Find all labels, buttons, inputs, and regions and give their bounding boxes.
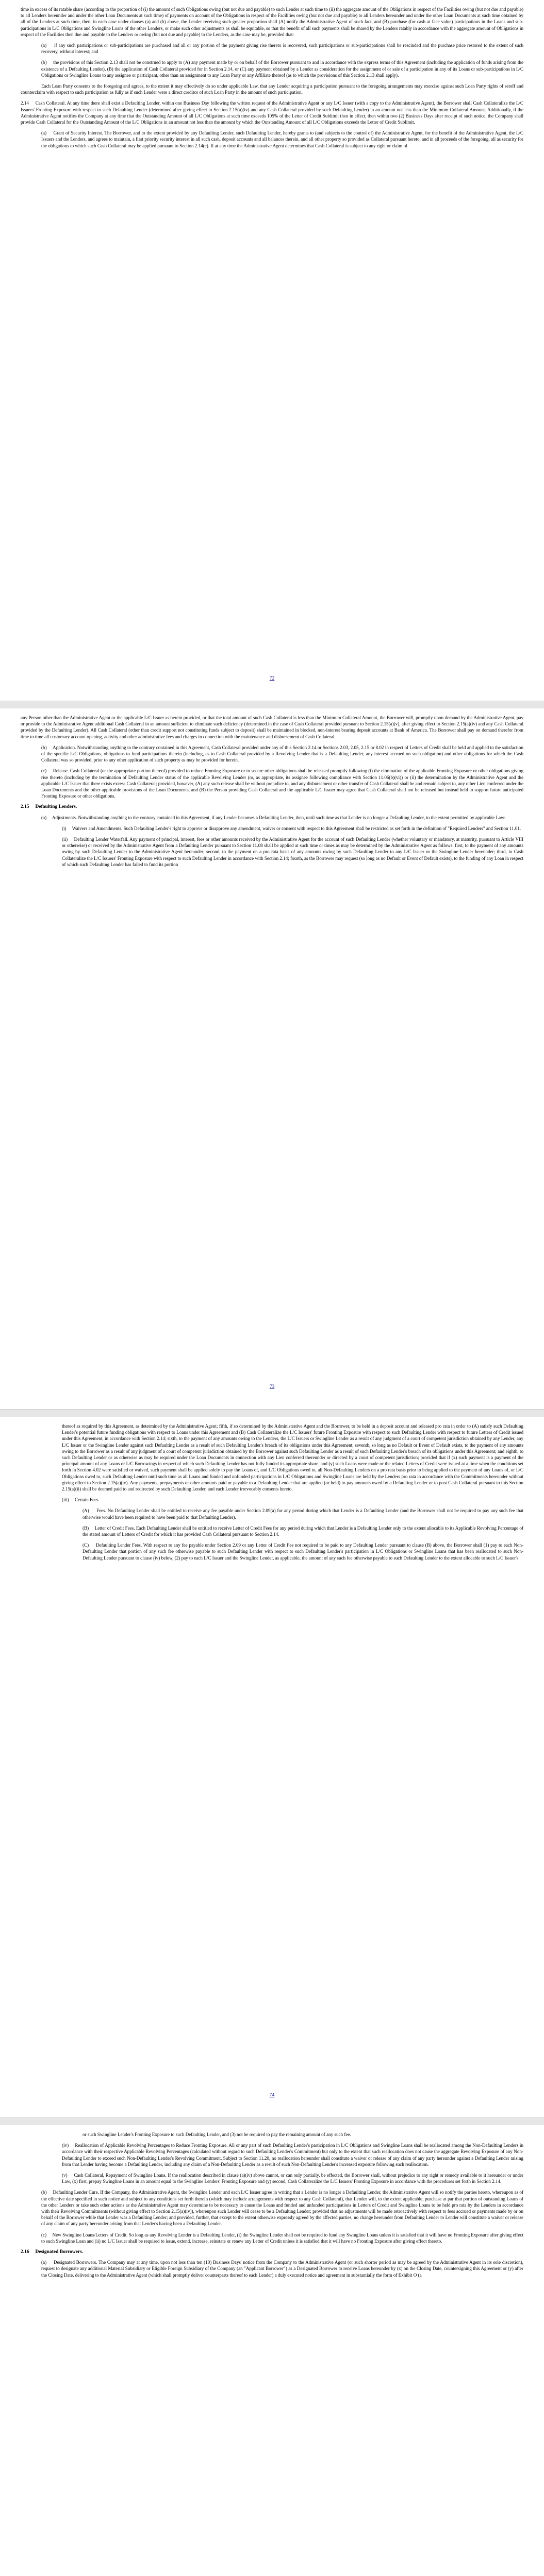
paragraph: (C) Defaulting Lender Fees. With respect to any fee payable under Section 2.09 or any Letter of Credit Fee not required to be paid to any Defaulting Lender pursuant to clause (B) above, the Borrower shall (1) pay to each Non-Defaulting Lender that portion of any such fee otherwise payable to such Defaulting Lender with respect to such Defaulting Lender's participation in L/C Obligations or Swingline Loans that has been reallocated to such Non-Defaulting Lender pursuant to clause (iv) below, (2) pay to each L/C Issuer and the Swingline Lender, as applicable, the amount of any such fee otherwise payable to such Defaulting Lender to the extent allocable to such L/C Issuer's xyxy=(83,1543,523,1561)
paragraph: (v) Cash Collateral, Repayment of Swingline Loans. If the reallocation described in clause (a)(iv) above cannot, or can only partially, be effected, the Borrower shall, without prejudice to any right or remedy available to it hereunder or under Law, (x) first, prepay Swingline Loans in an amount equal to the Swingline Lenders' Fronting Exposure and (y) second, Cash Collateralize the L/C Issuers' Fronting Exposure in accordance with the procedures set forth in Section 2.14. xyxy=(62,2173,523,2184)
document-page-74 xyxy=(0,1417,544,2117)
paragraph: (iv) Reallocation of Applicable Revolving Percentages to Reduce Fronting Exposure. All or any part of such Defaulting Lender's participation in L/C Obligations and Swingline Loans shall be reallocated among the Non-Defaulting Lenders in accordance with their respective Applicable Revolving Percentages (calculated without regard to such Defaulting Lender's Commitment) but only to the extent that such reallocation does not cause the aggregate Revolving Exposure of any Non-Defaulting Lender to exceed such Non-Defaulting Lender's Revolving Commitment. Subject to Section 11.20, no reallocation hereunder shall constitute a waiver or release of any claim of any party hereunder against a Defaulting Lender arising from that Lender having become a Defaulting Lender, including any claim of a Non-Defaulting Lender as a result of such Non-Defaulting Lender's increased exposure following such reallocation. xyxy=(62,2143,523,2167)
paragraph: (a) Grant of Security Interest. The Borrower, and to the extent provided by any Defaulting Lender, such Defaulting Lender, hereby grants to (and subjects to the control of) the Administrative Agent, for the benefit of the Administrative Agent, the L/C Issuers and the Lenders, and agrees to maintain, a first priority security interest in all such cash, deposit accounts and all balances therein, and all other property so provided as Collateral pursuant hereto, and in all proceeds of the foregoing, all as security for the obligations to which such Cash Collateral may be applied pursuant to Section 2.14(c). If at any time the Administrative Agent determines that Cash Collateral is subject to any right or claim of xyxy=(41,130,523,148)
section-2-15-heading: 2.15 Defaulting Lenders. xyxy=(21,804,77,810)
page-separator xyxy=(0,701,544,709)
paragraph: (a) Adjustments. Notwithstanding anything to the contrary contained in this Agreement, if any Lender becomes a Defaulting Lender, then, until such time as that Lender is no longer a Defaulting Lender, to the extent permitted by applicable Law: xyxy=(41,815,506,820)
paragraph: (b) Defaulting Lender Cure. If the Company, the Administrative Agent, the Swingline Lender and each L/C Issuer agree in writing that a Lender is no longer a Defaulting Lender, the Administrative Agent will so notify the parties hereto, whereupon as of the effective date specified in such notice and subject to any conditions set forth therein (which may include arrangements with respect to any Cash Collateral), that Lender will, to the extent applicable, purchase at par that portion of outstanding Loans of the other Lenders or take such other actions as the Administrative Agent may determine to be necessary to cause the Loans and funded and unfunded participations in Letters of Credit and Swingline Loans to be held pro rata by the Lenders in accordance with their Revolving Commitments (without giving effect to Section 2.15(a)(iv)), whereupon such Lender will cease to be a Defaulting Lender; provided that no adjustments will be made retroactively with respect to fees accrued or payments made by or on behalf of the Borrower while that Lender was a Defaulting Lender; and provided, further, that except to the extent otherwise expressly agreed by the affected parties, no change hereunder from Defaulting Lender to Lender will constitute a waiver or release of any claim of any party hereunder arising from that Lender's having been a Defaulting Lender. xyxy=(41,2190,523,2227)
paragraph: (c) Release. Cash Collateral (or the appropriate portion thereof) provided to reduce Fronting Exposure or to secure other obligations shall be released promptly following (i) the elimination of the applicable Fronting Exposure or other obligations giving rise thereto (including by the termination of Defaulting Lender status of the applicable Revolving Lender (or, as appropriate, its assignee following compliance with Section 11.06(b)(vi)) or (ii) the determination by the Administrative Agent and the applicable L/C Issuer that there exists excess Cash Collateral; provided, however, (A) any such release shall be without prejudice to, and any disbursement or other transfer of Cash Collateral shall be and remain subject to, any other Lien conferred under the Loan Documents and the other applicable provisions of the Loan Documents, and (B) the Person providing Cash Collateral and the applicable L/C Issuer may agree that Cash Collateral shall not be released but instead held to support future anticipated Fronting Exposure or other obligations. xyxy=(41,768,523,799)
page-74-body xyxy=(21,1423,523,1566)
page-75-body xyxy=(21,2131,523,2283)
paragraph: Each Loan Party consents to the foregoing and agrees, to the extent it may effectively do so under applicable Law, that any Lender acquiring a participation pursuant to the foregoing arrangements may exercise against such Loan Party rights of setoff and counterclaim with respect to such participation as fully as if such Lender were a direct creditor of such Loan Party in the amount of such participation. xyxy=(21,83,523,95)
section-2-14-heading: 2.14 Cash Collateral. At any time there shall exist a Defaulting Lender, within one Business Day following the written request of the Administrative Agent or any L/C Issuer (with a copy to the Administrative Agent), the Borrower shall Cash Collateralize the L/C Issuers' Fronting Exposure with respect to such Defaulting Lender (determined after giving effect to Section 2.15(a)(iv) and any Cash Collateral provided by such Defaulting Lender) in an amount not less than the Minimum Collateral Amount. Additionally, if the Administrative Agent notifies the Company at any time that the Outstanding Amount of all L/C Obligations at such time exceeds 105% of the Letter of Credit Sublimit then in effect, then within two (2) Business Days after receipt of such notice, the Company shall provide Cash Collateral for the Outstanding Amount of the L/C Obligations in an amount not less than the amount by which the Outstanding Amount of all L/C Obligations exceeds the Letter of Credit Sublimit. xyxy=(21,100,523,125)
page-number xyxy=(0,2093,544,2098)
page-separator xyxy=(0,2117,544,2126)
document-page-72 xyxy=(0,0,544,701)
page-number-link[interactable]: 73 xyxy=(269,1384,275,1389)
paragraph: (A) Fees. No Defaulting Lender shall be entitled to receive any fee payable under Section 2.09(a) for any period during which that Lender is a Defaulting Lender (and the Borrower shall not be required to pay any such fee that otherwise would have been required to have been paid to that Defaulting Lender). xyxy=(83,1508,523,1520)
paragraph: (iii) Certain Fees. xyxy=(62,1497,100,1503)
page-73-body xyxy=(21,715,523,872)
page-number xyxy=(0,1384,544,1389)
section-2-16-heading: 2.16 Designated Borrowers. xyxy=(21,2249,84,2255)
paragraph: (b) Application. Notwithstanding anything to the contrary contained in this Agreement, Cash Collateral provided under any of this Section 2.14 or Sections 2.03, 2.05, 2.15 or 8.02 in respect of Letters of Credit shall be held and applied to the satisfaction of the specific L/C Obligations, obligations to fund participations therein (including, as to Cash Collateral provided by a Revolving Lender that is a Defaulting Lender, any interest accrued on such obligation) and other obligations for which the Cash Collateral was so provided, prior to any other application of such property as may be provided for herein. xyxy=(41,744,523,763)
page-number xyxy=(0,676,544,681)
page-number-link[interactable]: 74 xyxy=(269,2093,275,2098)
paragraph: time in excess of its ratable share (according to the proportion of (i) the amount of such Obligations owing (but not due and payable) to such Lender at such time to (ii) the aggregate amount of the Obligations in respect of the Facilities owing (but not due and payable) to all Lenders hereunder and under the other Loan Documents at such time) of payments on account of the Obligations in respect of the Facilities owing (but not due and payable) to all Lenders hereunder and under the other Loan Documents at such time obtained by all of the Lenders at such time, then, in each case under clauses (a) and (b) above, the Lender receiving such greater proportion shall (A) notify the Administrative Agent of such fact, and (B) purchase (for cash at face value) participations in the Loans and sub-participations in L/C Obligations and Swingline Loans of the other Lenders, or make such other adjustments as shall be equitable, so that the benefit of all such payments shall be shared by the Lenders ratably in accordance with the aggregate amount of Obligations in respect of the Facilities then due and payable to the Lenders or owing (but not due and payable) to the Lenders, as the case may be, provided that: xyxy=(21,7,523,37)
paragraph: any Person other than the Administrative Agent or the applicable L/C Issuer as herein provided, or that the total amount of such Cash Collateral is less than the Minimum Collateral Amount, the Borrower will, promptly upon demand by the Administrative Agent, pay or provide to the Administrative Agent additional Cash Collateral in an amount sufficient to eliminate such deficiency (determined in the case of Cash Collateral provided pursuant to Section 2.15(a)(v), after giving effect to Section 2.15(a)(iv) and any Cash Collateral provided by the Defaulting Lender). All Cash Collateral (other than credit support not constituting funds subject to deposit) shall be maintained in blocked, non-interest bearing deposit accounts at Bank of America. The Borrower shall pay on demand therefor from time to time all customary account opening, activity and other administrative fees and charges in connection with the maintenance and disbursement of Cash Collateral. xyxy=(21,715,523,739)
paragraph: (a) if any such participations or sub-participations are purchased and all or any portion of the payment giving rise thereto is recovered, such participations or sub-participations shall be rescinded and the purchase price restored to the extent of such recovery, without interest; and xyxy=(41,43,523,55)
paragraph: (i) Waivers and Amendments. Such Defaulting Lender's right to approve or disapprove any amendment, waiver or consent with respect to this Agreement shall be restricted as set forth in the definition of "Required Lenders" and Section 11.01. xyxy=(62,825,521,831)
page-separator xyxy=(0,1409,544,1417)
document-page-73 xyxy=(0,708,544,1409)
document-page-75 xyxy=(0,2125,544,2576)
paragraph: (B) Letter of Credit Fees. Each Defaulting Lender shall be entitled to receive Letter of Credit Fees for any period during which that Lender is a Defaulting Lender only to the extent allocable to its Applicable Revolving Percentage of the stated amount of Letters of Credit for which it has provided Cash Collateral pursuant to Section 2.14. xyxy=(83,1525,523,1537)
paragraph: or such Swingline Lender's Fronting Exposure to such Defaulting Lender, and (3) not be required to pay the remaining amount of any such fee. xyxy=(83,2132,351,2137)
page-number-link[interactable]: 72 xyxy=(269,676,275,681)
paragraph: (c) New Swingline Loans/Letters of Credit. So long as any Revolving Lender is a Defaulting Lender, (i) the Swingline Lender shall not be required to fund any Swingline Loans unless it is satisfied that it will have no Fronting Exposure after giving effect to such Swingline Loan and (ii) no L/C Issuer shall be required to issue, extend, increase, reinstate or renew any Letter of Credit unless it is satisfied that it will have no Fronting Exposure after giving effect thereto. xyxy=(41,2232,523,2244)
paragraph: (ii) Defaulting Lender Waterfall. Any payment of principal, interest, fees or other amounts received by the Administrative Agent for the account of such Defaulting Lender (whether voluntary or mandatory, at maturity, pursuant to Article VIII or otherwise) or received by the Administrative Agent from a Defaulting Lender pursuant to Section 11.08 shall be applied at such time or times as may be determined by the Administrative Agent as follows: first, to the payment of any amounts owing by such Defaulting Lender to the Administrative Agent hereunder; second, to the payment on a pro rata basis of any amounts owing by such Defaulting Lender to any L/C Issuer or the Swingline Lender hereunder; third, to Cash Collateralize the L/C Issuers' Fronting Exposure with respect to such Defaulting Lender in accordance with Section 2.14; fourth, as the Borrower may request (so long as no Default or Event of Default exists), to the funding of any Loan in respect of which such Defaulting Lender has failed to fund its portion xyxy=(62,837,523,867)
paragraph: (b) the provisions of this Section 2.13 shall not be construed to apply to (A) any payment made by or on behalf of the Borrower pursuant to and in accordance with the express terms of this Agreement (including the application of funds arising from the existence of a Defaulting Lender), (B) the application of Cash Collateral provided for in Section 2.14, or (C) any payment obtained by a Lender as consideration for the assignment of or sale of a participation in any of its Loans or sub-participations in L/C Obligations or Swingline Loans to any assignee or participant, other than an assignment to any Loan Party or any Affiliate thereof (as to which the provisions of this Section 2.13 shall apply). xyxy=(41,60,523,78)
paragraph: thereof as required by this Agreement, as determined by the Administrative Agent; fifth, if so determined by the Administrative Agent and the Borrower, to be held in a deposit account and released pro rata in order to (A) satisfy such Defaulting Lender's potential future funding obligations with respect to Loans under this Agreement and (B) Cash Collateralize the L/C Issuers' future Fronting Exposure with respect to such Defaulting Lender with respect to future Letters of Credit issued under this Agreement, in accordance with Section 2.14; sixth, to the payment of any amounts owing to the Lenders, the L/C Issuers or Swingline Lender as a result of any judgment of a court of competent jurisdiction obtained by any Lender, any L/C Issuer or the Swingline Lender against such Defaulting Lender as a result of such Defaulting Lender's breach of its obligations under this Agreement; seventh, so long as no Default or Event of Default exists, to the payment of any amounts owing to the Borrower as a result of any judgment of a court of competent jurisdiction obtained by the Borrower against such Defaulting Lender as a result of such Defaulting Lender's breach of its obligations under this Agreement; and eighth, to such Defaulting Lender or as otherwise as may be required under the Loan Documents in connection with any Lien conferred thereunder or directed by a court of competent jurisdiction; provided that if (x) such payment is a payment of the principal amount of any Loans or L/C Borrowings in respect of which such Defaulting Lender has not fully funded its appropriate share, and (y) such Loans were made or the related Letters of Credit were issued at a time when the conditions set forth in Section 4.02 were satisfied or waived, such payment shall be applied solely to pay the Loans of, and L/C Obligations owed to, all Non-Defaulting Lenders on a pro rata basis prior to being applied to the payment of any Loans of, or L/C Obligations owed to, such Defaulting Lender until such time as all Loans and funded and unfunded participations in L/C Obligations and Swingline Loans are held by the Lenders pro rata in accordance with the Commitments hereunder without giving effect to Section 2.15(a)(iv). Any payments, prepayments or other amounts paid or payable to a Defaulting Lender that are applied (or held) to pay amounts owed by a Defaulting Lender or to post Cash Collateral pursuant to this Section 2.15(a)(ii) shall be deemed paid to and redirected by such Defaulting Lender, and each Lender irrevocably consents hereto. xyxy=(62,1423,523,1492)
paragraph: (a) Designated Borrowers. The Company may at any time, upon not less than ten (10) Business Days' notice from the Company to the Administrative Agent (or such shorter period as may be agreed by the Administrative Agent in its sole discretion), request to designate any additional Material Subsidiary or Eligible Foreign Subsidiary of the Company (an "Applicant Borrower") as a Designated Borrower to receive Loans hereunder by (x) on the Closing Date, countersigning this Agreement or (y) after the Closing Date, delivering to the Administrative Agent (which shall promptly deliver counterparts thereof to each Lender) a duly executed notice and agreement in substantially the form of Exhibit O (a xyxy=(41,2260,523,2278)
page-72-body xyxy=(21,6,523,154)
